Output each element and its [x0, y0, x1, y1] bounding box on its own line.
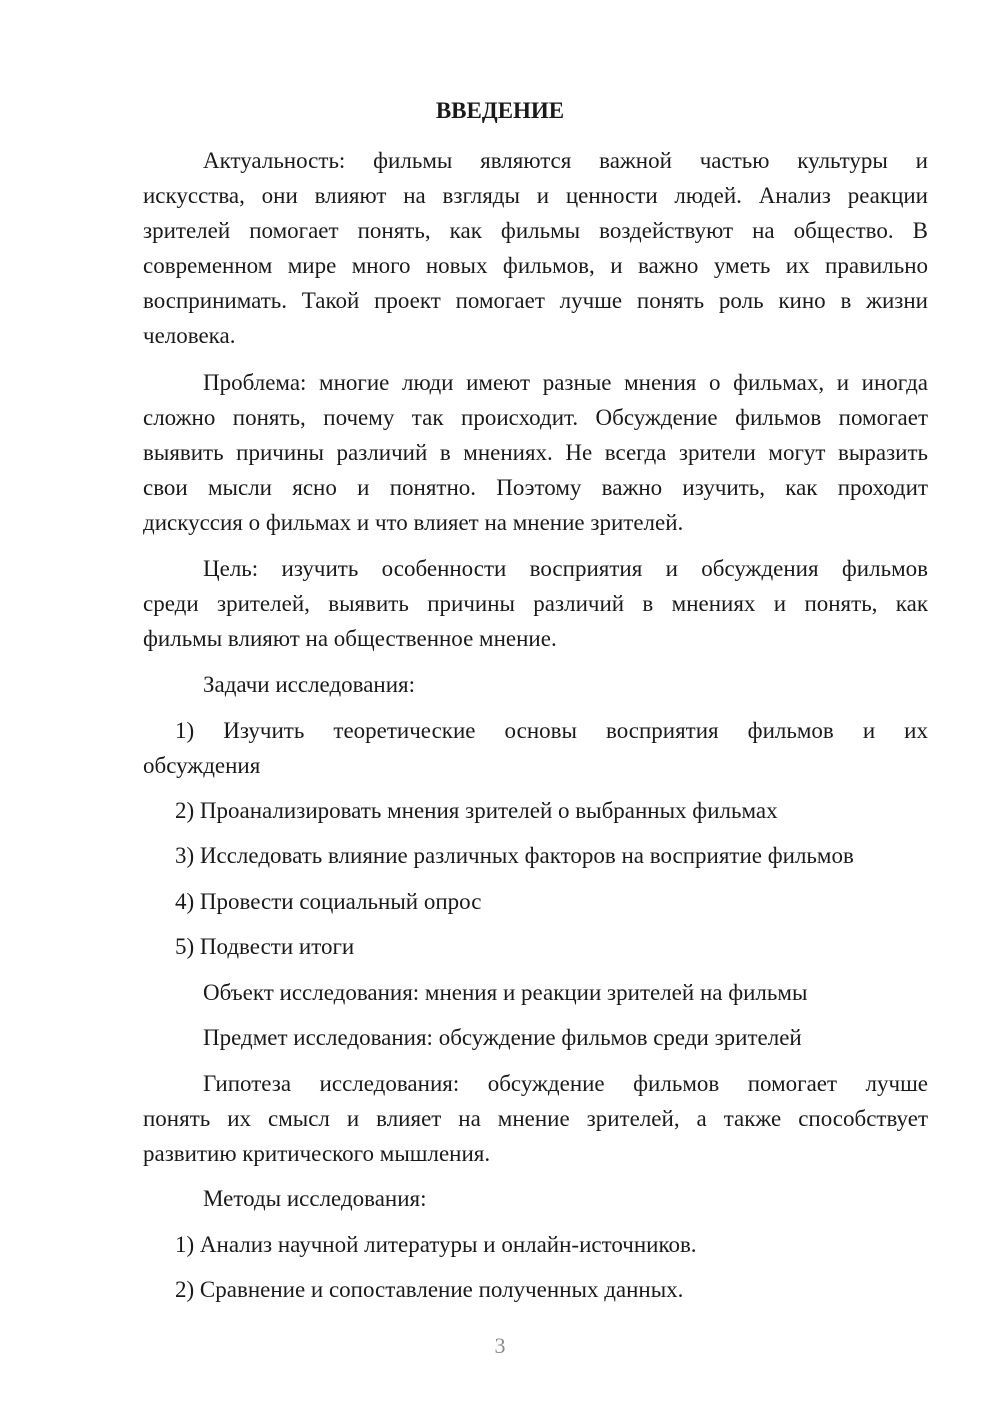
- task-item-3: 3) Исследовать влияние различных факторов на восприятие фильмов: [175, 843, 854, 868]
- page-title: ВВЕДЕНИЕ: [435, 98, 565, 123]
- paragraph-line: Проблема: многие люди имеют разные мнения о фильмах, и иногда: [203, 370, 928, 395]
- paragraph-line: фильмы влияют на общественное мнение.: [143, 626, 557, 651]
- hypothesis-paragraph: [143, 1066, 928, 1171]
- methods-heading: Методы исследования:: [203, 1186, 427, 1211]
- problem-paragraph: [143, 365, 928, 540]
- paragraph-line: понять их смысл и влияет на мнение зрителей, а также способствует: [143, 1106, 928, 1131]
- paragraph-line: Гипотеза исследования: обсуждение фильмов помогает лучше: [203, 1071, 928, 1096]
- paragraph-line: дискуссия о фильмах и что влияет на мнение зрителей.: [143, 510, 684, 535]
- list-item-line: 1) Изучить теоретические основы восприятия фильмов и их: [175, 718, 928, 743]
- page-number: 3: [494, 1333, 506, 1358]
- task-item-5: 5) Подвести итоги: [175, 934, 355, 959]
- paragraph-line: Актуальность: фильмы являются важной частью культуры и: [203, 148, 928, 173]
- paragraph-line: искусства, они влияют на взгляды и ценности людей. Анализ реакции: [143, 183, 928, 208]
- goal-paragraph: [143, 551, 928, 656]
- paragraph-line: среди зрителей, выявить причины различий в мнениях и понять, как: [143, 591, 928, 616]
- method-item-1: 1) Анализ научной литературы и онлайн-источников.: [175, 1232, 697, 1257]
- paragraph-line: современном мире много новых фильмов, и важно уметь их правильно: [143, 253, 928, 278]
- task-item-2: 2) Проанализировать мнения зрителей о выбранных фильмах: [175, 798, 778, 823]
- method-item-2: 2) Сравнение и сопоставление полученных данных.: [175, 1277, 684, 1302]
- paragraph-line: Цель: изучить особенности восприятия и обсуждения фильмов: [203, 556, 928, 581]
- paragraph-line: зрителей помогает понять, как фильмы воздействуют на общество. В: [143, 218, 928, 243]
- relevance-paragraph: [143, 143, 928, 353]
- list-item-line: обсуждения: [143, 753, 261, 778]
- paragraph-line: развитию критического мышления.: [143, 1141, 491, 1166]
- task-item-1: [143, 713, 928, 783]
- paragraph-line: выявить причины различий в мнениях. Не всегда зрители могут выразить: [143, 440, 928, 465]
- task-item-4: 4) Провести социальный опрос: [175, 889, 482, 914]
- paragraph-line: сложно понять, почему так происходит. Обсуждение фильмов помогает: [143, 405, 928, 430]
- paragraph-line: свои мысли ясно и понятно. Поэтому важно изучить, как проходит: [143, 475, 928, 500]
- research-subject: Предмет исследования: обсуждение фильмов среди зрителей: [203, 1025, 802, 1050]
- tasks-heading: Задачи исследования:: [203, 672, 416, 697]
- paragraph-line: воспринимать. Такой проект помогает лучше понять роль кино в жизни: [143, 288, 928, 313]
- paragraph-line: человека.: [143, 323, 236, 348]
- research-object: Объект исследования: мнения и реакции зрителей на фильмы: [203, 980, 808, 1005]
